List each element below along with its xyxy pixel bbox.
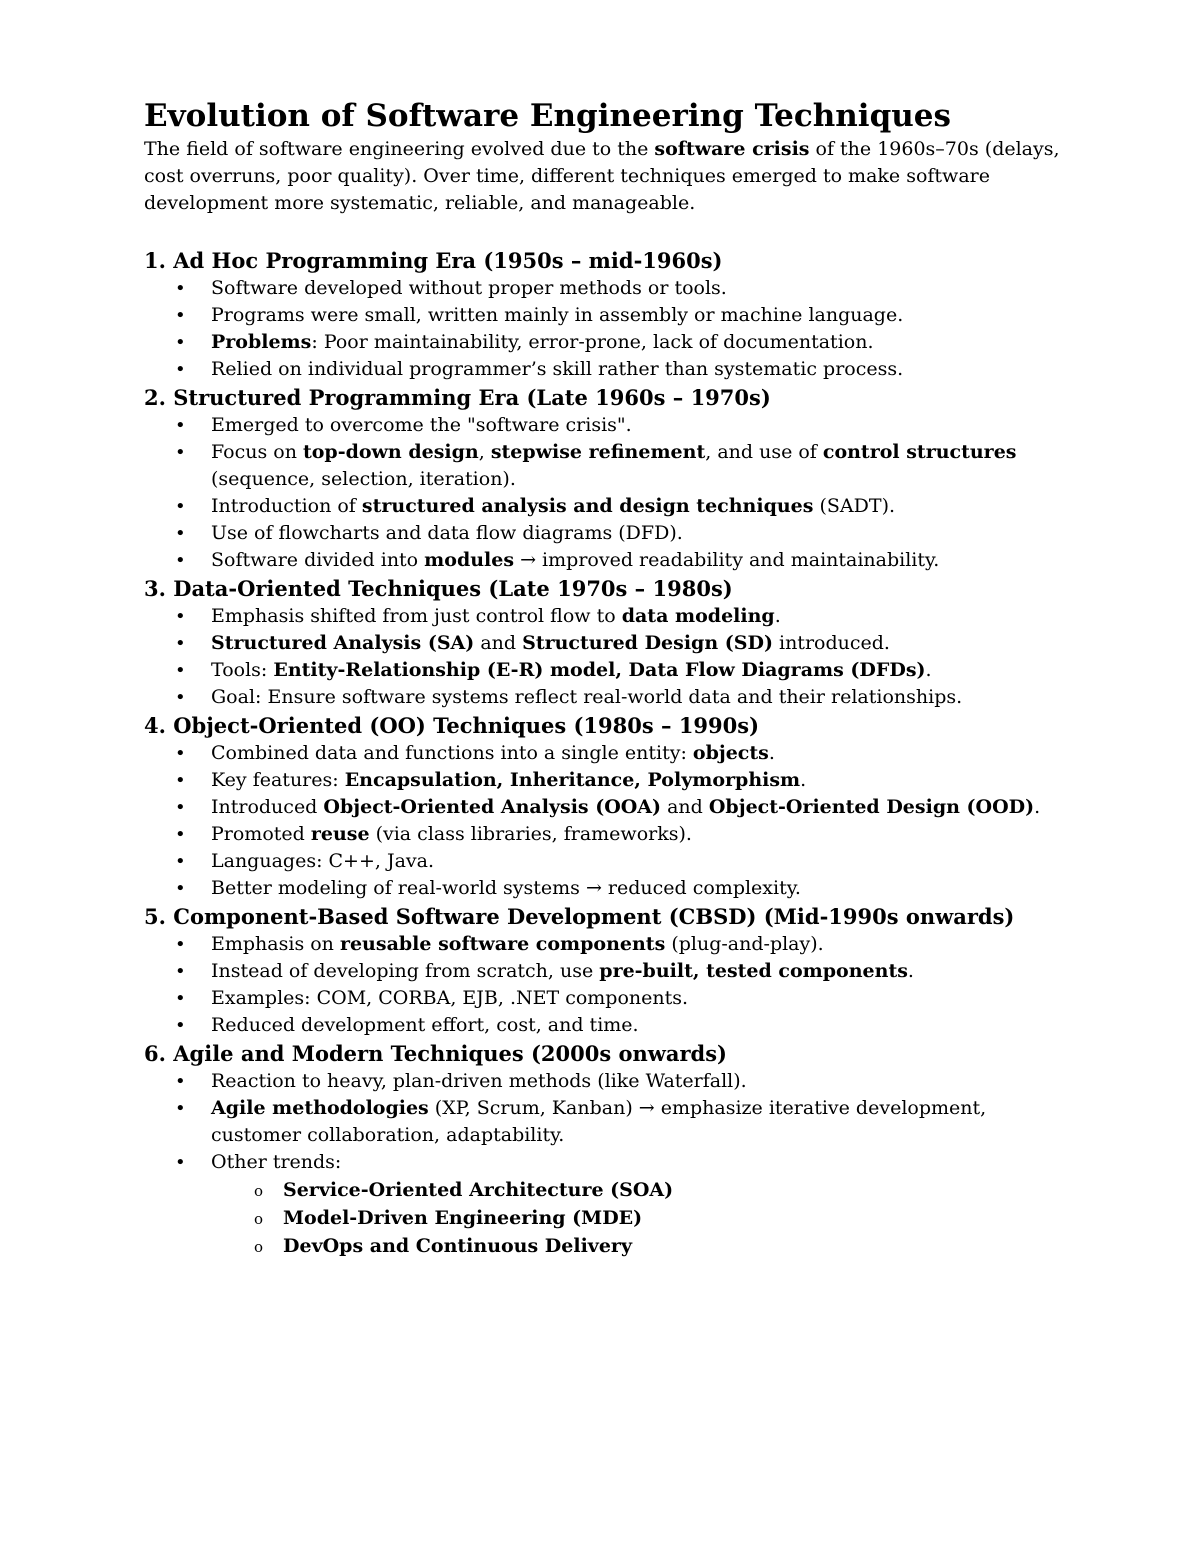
item-text: Programs were small, written mainly in assembly or machine language.: [211, 304, 904, 326]
bullet-icon: •: [175, 1015, 186, 1036]
bullet-icon: •: [175, 988, 186, 1009]
list-item: [144, 329, 1080, 356]
list-item: [144, 356, 1080, 383]
section-heading: 4. Object-Oriented (OO) Techniques (1980s – 1990s): [144, 713, 760, 738]
bullet-icon: •: [175, 305, 186, 326]
sub-item-text: DevOps and Continuous Delivery: [283, 1235, 632, 1257]
intro-line: cost overruns, poor quality). Over time, different techniques emerged to make software: [144, 165, 990, 187]
bullet-icon: •: [175, 1071, 186, 1092]
list-item: [144, 439, 1080, 493]
bullet-icon: •: [175, 687, 186, 708]
bullet-list: [144, 740, 1080, 902]
item-bold-term: Structured Analysis (SA): [211, 632, 475, 654]
bullet-icon: •: [175, 442, 186, 463]
item-bold-term: Encapsulation, Inheritance, Polymorphism: [344, 769, 801, 791]
bullet-list: [144, 275, 1080, 383]
item-bold-term: reusable software components: [339, 933, 666, 955]
bullet-list: [144, 412, 1080, 574]
bullet-list: [144, 603, 1080, 711]
list-item: [144, 520, 1080, 547]
item-text: introduced.: [772, 632, 890, 654]
circle-bullet-icon: o: [254, 1238, 264, 1256]
item-text: and: [474, 632, 523, 654]
bullet-icon: •: [175, 851, 186, 872]
list-item: [144, 794, 1080, 821]
bullet-icon: •: [175, 1098, 186, 1119]
item-bold-term: top-down design: [302, 441, 479, 463]
item-bold-term: modules: [424, 549, 515, 571]
item-text: (XP, Scrum, Kanban) → emphasize iterative development,: [428, 1097, 987, 1119]
item-text: .: [925, 659, 932, 681]
sub-bullet-list: [211, 1176, 1080, 1260]
intro-bold-term: software crisis: [654, 138, 810, 160]
intro-paragraph: [144, 136, 1060, 217]
bullet-icon: •: [175, 359, 186, 380]
item-line: [211, 1095, 1080, 1122]
list-item: [144, 1149, 1080, 1260]
item-text: Introduction of: [211, 495, 362, 517]
sub-list-item: [211, 1176, 1080, 1204]
item-bold-term: Object-Oriented Design (OOD): [708, 796, 1035, 818]
item-bold-term: structured analysis and design techniques: [361, 495, 814, 517]
list-item: [144, 630, 1080, 657]
bullet-list: [144, 931, 1080, 1039]
list-item: [144, 875, 1080, 902]
bullet-icon: •: [175, 824, 186, 845]
item-text: Examples: COM, CORBA, EJB, .NET components.: [211, 987, 689, 1009]
item-bold-term: data modeling: [621, 605, 775, 627]
list-item: [144, 302, 1080, 329]
section-heading: 1. Ad Hoc Programming Era (1950s – mid-1960s): [144, 248, 723, 273]
bullet-icon: •: [175, 278, 186, 299]
item-bold-term: pre-built, tested components: [599, 960, 908, 982]
intro-line: [144, 136, 1060, 163]
item-bold-term: Object-Oriented Analysis (OOA): [323, 796, 662, 818]
bullet-icon: •: [175, 633, 186, 654]
list-item: [144, 1068, 1080, 1095]
bullet-icon: •: [175, 961, 186, 982]
list-item: [144, 493, 1080, 520]
section-heading: 6. Agile and Modern Techniques (2000s onwards): [144, 1041, 727, 1066]
item-line: (sequence, selection, iteration).: [211, 468, 516, 490]
list-item: [144, 547, 1080, 574]
item-text: .: [907, 960, 914, 982]
item-text: Software divided into: [211, 549, 425, 571]
intro-line: development more systematic, reliable, and manageable.: [144, 192, 696, 214]
list-item: [144, 821, 1080, 848]
item-text: Emphasis on: [211, 933, 340, 955]
sub-item-text: Model-Driven Engineering (MDE): [283, 1207, 643, 1229]
spacer: [144, 217, 1080, 246]
item-text: Promoted: [211, 823, 311, 845]
item-bold-term: control structures: [822, 441, 1017, 463]
bullet-icon: •: [175, 496, 186, 517]
list-item: [144, 684, 1080, 711]
item-text: Tools:: [211, 659, 274, 681]
item-text: .: [774, 605, 781, 627]
item-text: Goal: Ensure software systems reflect real-world data and their relationships.: [211, 686, 963, 708]
intro-text: of the 1960s–70s (delays,: [809, 138, 1060, 160]
list-item: [144, 1095, 1080, 1149]
item-text: Reaction to heavy, plan-driven methods (like Waterfall).: [211, 1070, 747, 1092]
sub-item-text: Service-Oriented Architecture (SOA): [283, 1179, 674, 1201]
item-text: and: [661, 796, 709, 818]
item-text: (SADT).: [813, 495, 896, 517]
item-text: Reduced development effort, cost, and time.: [211, 1014, 639, 1036]
bullet-list: [144, 1068, 1080, 1260]
item-bold-term: Agile methodologies: [211, 1097, 429, 1119]
list-item: [144, 412, 1080, 439]
bullet-icon: •: [175, 415, 186, 436]
item-text: (plug-and-play).: [665, 933, 824, 955]
item-bold-term: reuse: [310, 823, 370, 845]
item-text: ,: [478, 441, 491, 463]
item-bold-term: Structured Design (SD): [522, 632, 773, 654]
item-text: , and use of: [705, 441, 823, 463]
item-text: .: [768, 742, 775, 764]
item-text: Emphasis shifted from just control flow to: [211, 605, 622, 627]
list-item: [144, 657, 1080, 684]
item-text: Better modeling of real-world systems → reduced complexity.: [211, 877, 801, 899]
bullet-icon: •: [175, 878, 186, 899]
circle-bullet-icon: o: [254, 1182, 264, 1200]
item-bold-term: stepwise refinement: [490, 441, 706, 463]
bullet-icon: •: [175, 550, 186, 571]
bullet-icon: •: [175, 743, 186, 764]
bullet-icon: •: [175, 934, 186, 955]
list-item: [144, 603, 1080, 630]
item-text: Software developed without proper methods or tools.: [211, 277, 727, 299]
section-heading: 2. Structured Programming Era (Late 1960s – 1970s): [144, 385, 771, 410]
list-item: [144, 985, 1080, 1012]
bullet-icon: •: [175, 1152, 186, 1173]
item-text: Introduced: [211, 796, 324, 818]
bullet-icon: •: [175, 606, 186, 627]
item-text: Other trends:: [211, 1151, 342, 1173]
item-bold-term: Problems: [211, 331, 312, 353]
list-item: [144, 1012, 1080, 1039]
sub-list-item: [211, 1232, 1080, 1260]
section-heading: 5. Component-Based Software Development (CBSD) (Mid-1990s onwards): [144, 904, 1015, 929]
item-bold-term: Entity-Relationship (E-R) model, Data Flow Diagrams (DFDs): [273, 659, 926, 681]
list-item: [144, 848, 1080, 875]
item-text: Relied on individual programmer’s skill rather than systematic process.: [211, 358, 904, 380]
bullet-icon: •: [175, 770, 186, 791]
list-item: [144, 275, 1080, 302]
item-text: Instead of developing from scratch, use: [211, 960, 600, 982]
circle-bullet-icon: o: [254, 1210, 264, 1228]
item-bold-term: objects: [692, 742, 769, 764]
document-title: Evolution of Software Engineering Techniques: [144, 98, 951, 134]
bullet-icon: •: [175, 797, 186, 818]
item-text: : Poor maintainability, error-prone, lack of documentation.: [311, 331, 874, 353]
item-line: customer collaboration, adaptability.: [211, 1124, 565, 1146]
list-item: [144, 931, 1080, 958]
item-line: [211, 439, 1080, 466]
item-text: Combined data and functions into a single entity:: [211, 742, 693, 764]
item-text: .: [800, 769, 807, 791]
item-text: Languages: C++, Java.: [211, 850, 435, 872]
item-text: Focus on: [211, 441, 303, 463]
bullet-icon: •: [175, 523, 186, 544]
section-heading: 3. Data-Oriented Techniques (Late 1970s – 1980s): [144, 576, 733, 601]
item-text: .: [1034, 796, 1041, 818]
bullet-icon: •: [175, 660, 186, 681]
list-item: [144, 740, 1080, 767]
sub-list-item: [211, 1204, 1080, 1232]
item-text: Use of flowcharts and data flow diagrams (DFD).: [211, 522, 683, 544]
list-item: [144, 767, 1080, 794]
item-text: → improved readability and maintainability.: [514, 549, 940, 571]
intro-text: The field of software engineering evolved due to the: [144, 138, 655, 160]
bullet-icon: •: [175, 332, 186, 353]
item-text: (via class libraries, frameworks).: [369, 823, 692, 845]
list-item: [144, 958, 1080, 985]
item-text: Key features:: [211, 769, 345, 791]
item-text: Emerged to overcome the "software crisis".: [211, 414, 632, 436]
